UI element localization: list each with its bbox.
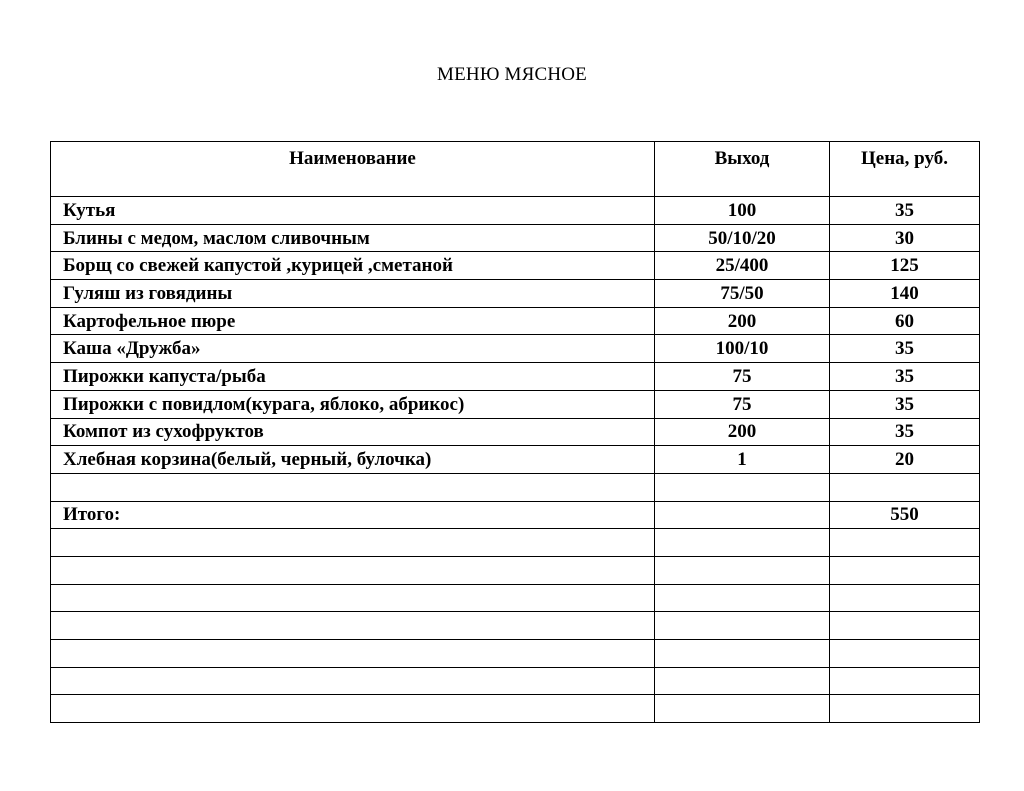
cell-yield: 25/400 <box>655 252 830 280</box>
cell-yield <box>655 556 830 584</box>
cell-name: Итого: <box>51 501 655 529</box>
cell-yield <box>655 529 830 557</box>
cell-yield <box>655 667 830 695</box>
header-price: Цена, руб. <box>830 142 980 197</box>
cell-name <box>51 695 655 723</box>
table-row <box>51 501 980 529</box>
cell-name <box>51 667 655 695</box>
table-row <box>51 252 980 280</box>
cell-price: 35 <box>830 363 980 391</box>
table-row <box>51 473 980 501</box>
cell-name: Борщ со свежей капустой ,курицей ,сметаной <box>51 252 655 280</box>
table-row <box>51 307 980 335</box>
cell-price <box>830 640 980 668</box>
header-row <box>51 142 980 197</box>
page-title: МЕНЮ МЯСНОЕ <box>437 64 587 85</box>
cell-price: 125 <box>830 252 980 280</box>
table-row <box>51 335 980 363</box>
table-row <box>51 667 980 695</box>
cell-price: 35 <box>830 418 980 446</box>
cell-name <box>51 584 655 612</box>
cell-yield <box>655 473 830 501</box>
table-header <box>51 142 980 197</box>
table-row <box>51 224 980 252</box>
cell-yield: 1 <box>655 446 830 474</box>
table-body <box>51 197 980 723</box>
cell-yield <box>655 640 830 668</box>
cell-price: 140 <box>830 280 980 308</box>
cell-name: Гуляш из говядины <box>51 280 655 308</box>
table-row <box>51 584 980 612</box>
table-row <box>51 695 980 723</box>
table-row <box>51 390 980 418</box>
cell-name: Пирожки с повидлом(курага, яблоко, абрикос) <box>51 390 655 418</box>
cell-name: Кутья <box>51 197 655 225</box>
cell-yield <box>655 612 830 640</box>
cell-price <box>830 556 980 584</box>
cell-name: Каша «Дружба» <box>51 335 655 363</box>
cell-price: 35 <box>830 390 980 418</box>
table-row <box>51 363 980 391</box>
cell-yield <box>655 501 830 529</box>
cell-yield: 100/10 <box>655 335 830 363</box>
table-row <box>51 612 980 640</box>
table-row <box>51 280 980 308</box>
table-row <box>51 640 980 668</box>
menu-table <box>50 141 980 723</box>
cell-yield <box>655 584 830 612</box>
cell-name: Компот из сухофруктов <box>51 418 655 446</box>
cell-price: 550 <box>830 501 980 529</box>
table-row <box>51 556 980 584</box>
cell-price <box>830 667 980 695</box>
table-row <box>51 197 980 225</box>
cell-yield <box>655 695 830 723</box>
cell-price <box>830 695 980 723</box>
cell-yield: 50/10/20 <box>655 224 830 252</box>
cell-price: 35 <box>830 335 980 363</box>
cell-yield: 75/50 <box>655 280 830 308</box>
cell-yield: 75 <box>655 390 830 418</box>
header-yield: Выход <box>655 142 830 197</box>
cell-name <box>51 473 655 501</box>
cell-name <box>51 529 655 557</box>
cell-name: Хлебная корзина(белый, черный, булочка) <box>51 446 655 474</box>
cell-yield: 200 <box>655 307 830 335</box>
cell-name <box>51 556 655 584</box>
cell-price: 60 <box>830 307 980 335</box>
cell-name: Картофельное пюре <box>51 307 655 335</box>
table-row <box>51 446 980 474</box>
header-name: Наименование <box>51 142 655 197</box>
cell-name: Пирожки капуста/рыба <box>51 363 655 391</box>
table-row <box>51 529 980 557</box>
cell-yield: 75 <box>655 363 830 391</box>
cell-price: 20 <box>830 446 980 474</box>
cell-yield: 200 <box>655 418 830 446</box>
cell-name: Блины с медом, маслом сливочным <box>51 224 655 252</box>
table-row <box>51 418 980 446</box>
cell-name <box>51 640 655 668</box>
cell-price: 30 <box>830 224 980 252</box>
cell-name <box>51 612 655 640</box>
cell-price <box>830 473 980 501</box>
cell-price: 35 <box>830 197 980 225</box>
cell-price <box>830 612 980 640</box>
cell-price <box>830 584 980 612</box>
cell-price <box>830 529 980 557</box>
cell-yield: 100 <box>655 197 830 225</box>
